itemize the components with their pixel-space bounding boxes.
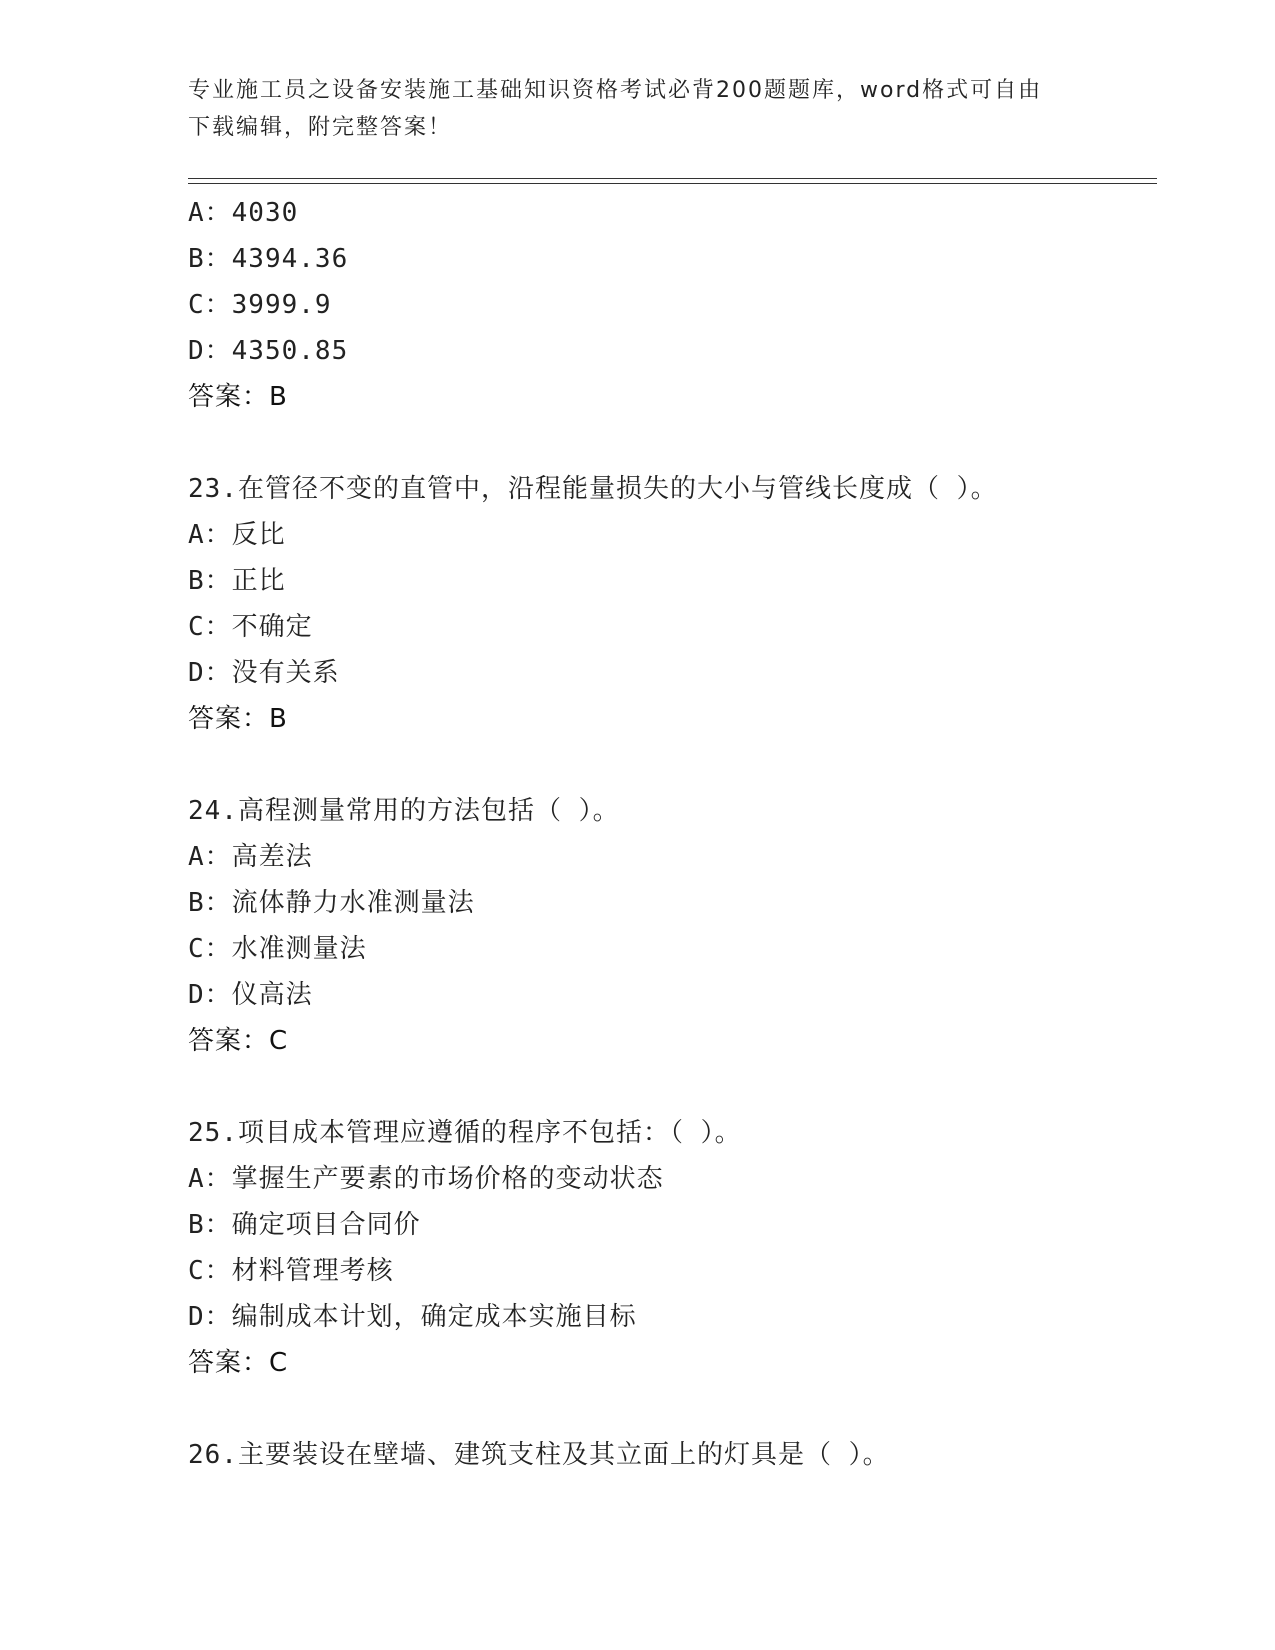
question-block-22	[188, 190, 1148, 420]
question-block-26	[188, 1432, 1148, 1478]
option-a: A：反比	[188, 520, 286, 550]
option-c: C：水准测量法	[188, 934, 367, 964]
spacer	[188, 742, 1148, 788]
header-line-2: 下载编辑，附完整答案！	[188, 115, 453, 140]
document-header	[188, 72, 1068, 146]
answer-line: 答案：C	[188, 1026, 289, 1056]
option-a: A：高差法	[188, 842, 313, 872]
option-b: B：正比	[188, 566, 286, 596]
answer-line: 答案：B	[188, 382, 288, 412]
header-divider-bottom	[188, 183, 1157, 184]
question-block-24	[188, 788, 1148, 1064]
option-c: C：不确定	[188, 612, 313, 642]
question-stem: 26.主要装设在壁墙、建筑支柱及其立面上的灯具是（ ）。	[188, 1440, 890, 1470]
question-stem: 24.高程测量常用的方法包括（ ）。	[188, 796, 620, 826]
spacer	[188, 1064, 1148, 1110]
option-b: B：4394.36	[188, 244, 349, 274]
question-block-23	[188, 466, 1148, 742]
question-block-25	[188, 1110, 1148, 1386]
question-list	[188, 190, 1148, 1478]
question-stem: 23.在管径不变的直管中，沿程能量损失的大小与管线长度成（ ）。	[188, 474, 998, 504]
answer-line: 答案：B	[188, 704, 288, 734]
option-c: C：材料管理考核	[188, 1256, 394, 1286]
answer-line: 答案：C	[188, 1348, 289, 1378]
question-stem: 25.项目成本管理应遵循的程序不包括：（ ）。	[188, 1118, 742, 1148]
option-a: A：4030	[188, 198, 299, 228]
option-d: D：没有关系	[188, 658, 340, 688]
option-b: B：流体静力水准测量法	[188, 888, 475, 918]
option-d: D：编制成本计划，确定成本实施目标	[188, 1302, 637, 1332]
option-d: D：仪高法	[188, 980, 313, 1010]
header-divider-top	[188, 178, 1157, 179]
spacer	[188, 1386, 1148, 1432]
option-c: C：3999.9	[188, 290, 332, 320]
header-line-1: 专业施工员之设备安装施工基础知识资格考试必背200题题库，word格式可自由	[188, 78, 1043, 103]
spacer	[188, 420, 1148, 466]
option-a: A：掌握生产要素的市场价格的变动状态	[188, 1164, 664, 1194]
option-b: B：确定项目合同价	[188, 1210, 421, 1240]
option-d: D：4350.85	[188, 336, 349, 366]
